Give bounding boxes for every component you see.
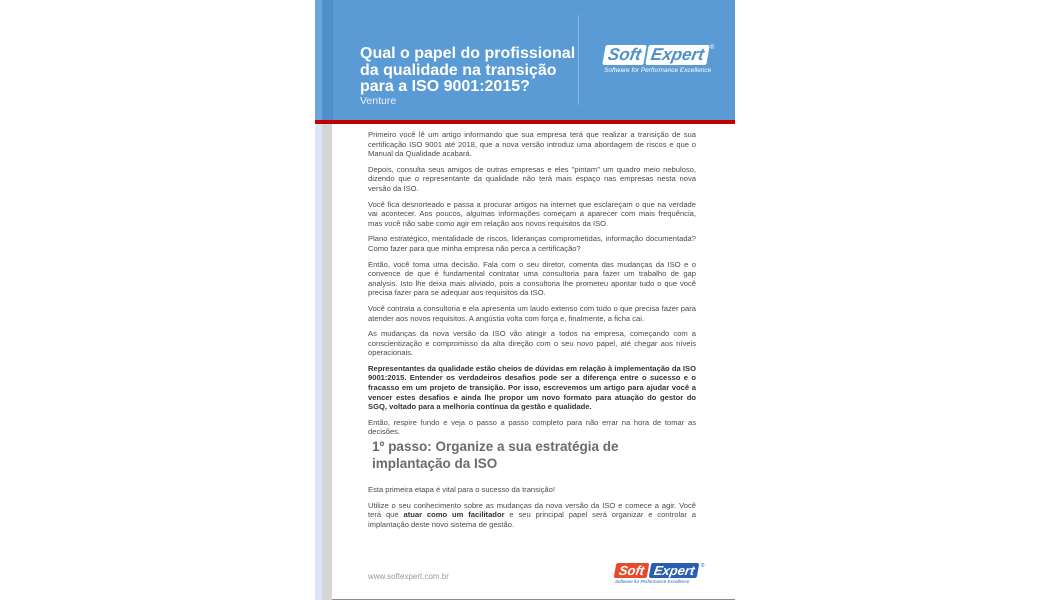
logo-tagline: Software for Performance Excellence (604, 67, 712, 74)
paragraph: Você contrata a consultoria e ela apresenta um laudo extenso com tudo o que precisa fazer para atender aos novos requisitos. A angústia volta com força e, finalmente, a ficha cai. (368, 303, 696, 323)
paragraph: As mudanças da nova versão da ISO vão atingir a todos na empresa, começando com a conscientização e compromisso da alta direção com o seu novo papel, até chegar aos níveis operacionais. (368, 329, 696, 358)
paragraph: Primeiro você lê um artigo informando que sua empresa terá que realizar a transição de sua certificação ISO 9001 até 2018, que a nova versão introduz uma abordagem de riscos e que o Manual da Qualidade acabará. (368, 130, 696, 159)
closing-paragraph: Então, respire fundo e veja o passo a passo completo para não errar na hora de tomar as decisões. (368, 417, 696, 437)
paragraph: Então, você toma uma decisão. Fala com o seu diretor, comenta das mudanças da ISO e o convence de que é fundamental contratar uma consultoria para fazer um trabalho de gap analysis. Isto lhe deixa mais aliviado, pois a consultoria lhe prometeu apontar tudo o que você precisa fazer para se adequar aos requisitos da ISO. (368, 259, 696, 298)
registered-mark: ® (709, 45, 715, 51)
paragraph: Depois, consulta seus amigos de outras empresas e eles "pintam" um quadro meio nebuloso, dizendo que o representante da qualidade não terá mais espaço nas empresas nesta nova versão da ISO. (368, 164, 696, 193)
document-title: Qual o papel do profissional da qualidade na transição para a ISO 9001:2015? (360, 45, 576, 95)
softexpert-logo-footer (615, 563, 704, 584)
highlight-paragraph: Representantes da qualidade estão cheios de dúvidas em relação à implementação da ISO 9001:2015. Entender os verdadeiros desafios pode ser a diferença entre o sucesso e o fracasso em um projeto de transição. Por isso, escrevemos um artigo para ajudar você a vencer estes desafios e ainda lhe propor um novo formato para atuação do gestor do SGQ, voltado para a melhoria contínua da gestão e qualidade. (368, 363, 696, 412)
step1-body (368, 485, 696, 535)
registered-mark: ® (700, 563, 705, 569)
logo-expert: Expert (645, 45, 709, 65)
step1-text-bold: atuar como um facilitador (403, 510, 505, 520)
header-edge-light (315, 0, 322, 120)
article-body (368, 130, 696, 443)
document-page (315, 0, 735, 600)
header-edge-dark (322, 0, 333, 120)
step1-intro: Esta primeira etapa é vital para o sucesso da transição! (368, 485, 555, 494)
step1-text-before: Utilize o seu conhecimento sobre as mudanças da nova versão da ISO e comece a agir. Você terá que (368, 500, 696, 520)
paragraph: Você fica desnorteado e passa a procurar artigos na internet que esclareçam o que na verdade vai acontecer. Aos poucos, algumas informações começam a aparecer com mais frequência, mas você não sabe como agir em relação aos novos requisitos da ISO. (368, 199, 696, 228)
logo-soft: Soft (602, 45, 647, 65)
step1-paragraph (368, 501, 696, 530)
header-red-rule (315, 120, 735, 124)
logo-expert: Expert (649, 563, 700, 578)
step1-heading: 1º passo: Organize a sua estratégia de implantação da ISO (372, 439, 619, 471)
softexpert-logo-header (604, 45, 714, 74)
logo-soft: Soft (614, 563, 650, 578)
header-divider (578, 15, 579, 105)
document-header (315, 0, 735, 120)
footer-url-link[interactable]: www.softexpert.com.br (368, 572, 449, 581)
paragraph: Plano estratégico, mentalidade de riscos, lideranças comprometidas, informação documentada? Como fazer para que minha empresa não perca a certificação? (368, 234, 696, 253)
logo-tagline: Software for Performance Excellence (615, 579, 690, 584)
step1-text-after: e seu principal papel será organizar e controlar a implantação deste novo sistema de gestão. (368, 510, 696, 529)
document-subtitle: Venture (360, 95, 397, 107)
page-margin-strip (322, 122, 332, 600)
